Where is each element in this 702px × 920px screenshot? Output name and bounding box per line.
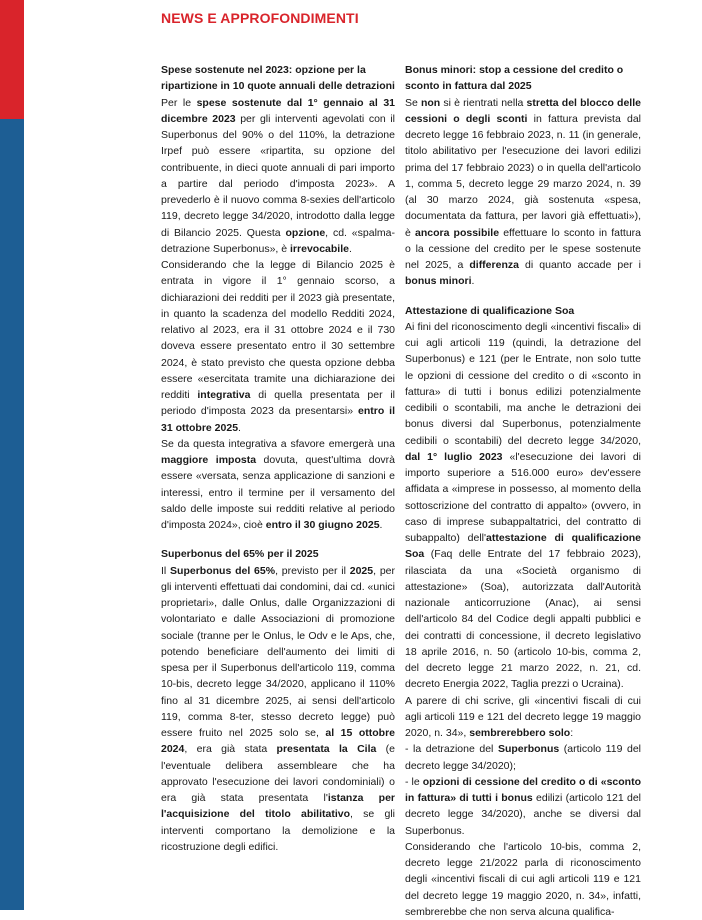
heading-spese-2023: Spese sostenute nel 2023: opzione per la ripartizione in 10 quote annuali delle detrazioni: [161, 64, 395, 93]
text-run: , se gli interventi comportano la demolizione e la ricostruzione degli edifici.: [161, 808, 395, 853]
bold-text: entro il 31 ottobre 2025: [161, 405, 395, 434]
bold-text: sembrerebbero solo: [469, 727, 571, 739]
text-run: , previsto per il: [275, 564, 350, 577]
text-run: , cd. «spalma-detrazione Superbonus», è: [161, 226, 395, 255]
paragraph: [405, 319, 641, 693]
bold-text: 2025: [349, 564, 374, 577]
text-run: Il: [161, 564, 171, 577]
paragraph: [405, 839, 641, 920]
bold-text: dal 1° luglio 2023: [405, 450, 503, 463]
paragraph: [405, 95, 641, 290]
text-run: .: [471, 275, 475, 288]
text-run: Considerando che l'articolo 10-bis, comma 2, decreto legge 21/2022 parla di riconoscimento degli «incentivi fiscali di cui agli articoli 119 e 121 del decreto legge 19 maggio 2020, n. 34», infatti, sembrerebbe che non serva alcuna qualifica-: [405, 840, 641, 918]
article-column-left: [161, 62, 395, 855]
paragraph: [161, 436, 395, 534]
bold-text: integrativa: [197, 389, 251, 401]
heading-attestazione-soa: Attestazione di qualificazione Soa: [405, 304, 575, 317]
bold-text: presentata la Cila: [276, 743, 377, 756]
text-run: (Faq delle Entrate del 17 febbraio 2023), rilasciata da una «Società organismo di attestazione» (Soa), autorizzata dall'Autorità nazionale anticorruzione (Anac), ai sensi dell'articolo 84 del Codice degli appalti pubblici e dei contratti di concessione, il decreto legislativo 18 aprile 2016, n. 50 (articolo 10-bis, comma 2, del decreto legge 21 marzo 2022, n. 21, cd. decreto Energia 2022, Taglia prezzi o Ucraina).: [405, 548, 641, 691]
bold-text: Superbonus del 65%: [170, 564, 276, 577]
paragraph: [405, 741, 641, 774]
bold-text: ancora possibile: [414, 226, 500, 239]
paragraph: [161, 257, 395, 436]
text-run: di quella presentata per il periodo d'imposta 2023 da presentarsi»: [161, 389, 395, 418]
section-header: NEWS E APPROFONDIMENTI: [161, 10, 359, 26]
text-run: «l'esecuzione dei lavori di importo superiore a 516.000 euro» dev'essere affidata a «imprese in possesso, al momento della sottoscrizione del contratto di appalto» (ovvero, in caso di imprese subappaltatrici, del contratto di subappalto) dell': [405, 450, 641, 544]
text-run: Se da questa integrativa a sfavore emergerà una: [161, 437, 395, 450]
text-run: , era già stata: [184, 743, 277, 756]
side-accent-blue: [0, 119, 24, 910]
text-run: - la detrazione del: [405, 743, 498, 756]
paragraph: [161, 95, 395, 258]
text-run: :: [570, 727, 574, 739]
bold-text: stretta del blocco delle cessioni o degli sconti: [405, 96, 641, 125]
text-run: Considerando che la legge di Bilancio 2025 è entrata in vigore il 1° gennaio scorso, a dichiarazioni dei redditi per il 2023 già presentate, in quanto la scadenza del modello Redditi 2024, relativo al 2023, era il 31 ottobre 2024 e il 730 doveva essere presentato entro il 30 settembre 2024, è stato previsto che questa opzione debba essere «esercitata tramite una dichiarazione dei redditi: [161, 259, 395, 401]
article-column-right: [405, 62, 641, 920]
bold-text: entro il 30 giugno 2025: [265, 519, 380, 531]
bold-text: bonus minori: [405, 275, 472, 288]
text-run: (articolo 119 del decreto legge 34/2020);: [405, 743, 641, 772]
text-run: A parere di chi scrive, gli «incentivi fiscali di cui agli articoli 119 e 121 del decreto legge 19 maggio 2020, n. 34»,: [405, 694, 641, 739]
text-run: Per le: [161, 96, 197, 109]
text-run: - le: [405, 775, 423, 788]
heading-bonus-minori: Bonus minori: stop a cessione del credito o sconto in fattura dal 2025: [405, 64, 624, 93]
text-run: per gli interventi agevolati con il Superbonus del 90% o del 110%, la detrazione Irpef può essere «ripartita, su opzione del contribuente, in dieci quote annuali di pari importo a partire dal periodo d'imposta 2023». A prevederlo è il nuovo comma 8-sexies dell'articolo 119, decreto legge 34/2020, introdotto dalla legge di Bilancio 2025. Questa: [161, 112, 395, 239]
bold-text: al 15 ottobre 2024: [161, 727, 395, 756]
text-run: (e l'eventuale delibera assembleare che ha approvato l'esecuzione dei lavori condominiali) o era già stata presentata l': [161, 743, 395, 804]
bold-text: non: [420, 96, 441, 109]
bold-text: istanza per l'acquisizione del titolo abilitativo: [161, 792, 395, 821]
text-run: effettuare lo sconto in fattura o la cessione del credito per le spese sostenute nel 2025, a: [405, 226, 641, 271]
paragraph: [405, 693, 641, 742]
bold-text: maggiore imposta: [161, 454, 257, 466]
text-run: Ai fini del riconoscimento degli «incentivi fiscali» di cui agli articoli 119 (quindi, la detrazione del Superbonus) e 121 (per le Entrate, non solo tutte le opzioni di cessione del credito o di «sconto in fattura» di tutti i bonus edilizi potenzialmente cedibili o scontabili, ma anche le detrazioni dei bonus diversi dal Superbonus, potenzialmente cedibili o scontabili) del decreto legge 34/2020,: [405, 320, 641, 447]
text-run: .: [238, 421, 241, 434]
text-run: si è rientrati nella: [440, 96, 527, 109]
text-run: in fattura prevista dal decreto legge 16 febbraio 2023, n. 11 (in generale, titolo abilitativo per l'esecuzione dei lavori edilizi prima del 17 febbraio 2023) o in quella dell'articolo 1, comma 5, decreto legge 29 marzo 2024, n. 39 (al 30 marzo 2024, già sostenuta «spesa, documentata da fattura, per lavori già effettuati»), è: [405, 112, 641, 239]
text-run: edilizi (articolo 121 del decreto legge 34/2020), anche se diversi dal Superbonus.: [405, 792, 641, 837]
text-run: Se: [405, 96, 421, 109]
text-run: .: [348, 242, 352, 255]
text-run: dovuta, quest'ultima dovrà essere «versata, senza applicazione di sanzioni e interessi, entro il termine per il versamento del saldo delle imposte sui redditi relative al periodo d'imposta 2024», cioè: [161, 454, 395, 531]
bold-text: opzione: [285, 226, 326, 239]
bold-text: spese sostenute dal 1° gennaio al 31 dicembre 2023: [161, 96, 395, 125]
side-accent-red: [0, 0, 24, 119]
bold-text: Superbonus: [497, 743, 560, 756]
text-run: di quanto accade per i: [518, 259, 641, 271]
bold-text: opzioni di cessione del credito o di «sconto in fattura» di tutti i bonus: [405, 775, 641, 804]
paragraph: [405, 774, 641, 839]
text-run: , per gli interventi effettuati dai condomini, dai cd. «unici proprietari», dalle Onlus, dalle Organizzazioni di volontariato e dalle Associazioni di promozione sociale (tranne per le Onlus, le Odv e le Aps, che, potendo beneficiare dell'aumento dei limiti di spesa per il Superbonus dell'articolo 119, comma 10-bis, decreto legge 34/2020, applicano il 110% fino al 31 dicembre 2025, ai sensi dell'articolo 119, comma 8-ter, stesso decreto legge) può essere fruito nel 2025 solo se,: [161, 564, 395, 739]
bold-text: irrevocabile: [290, 242, 349, 255]
paragraph: [161, 563, 395, 856]
bold-text: attestazione di qualificazione Soa: [405, 532, 641, 561]
bold-text: differenza: [469, 259, 519, 271]
heading-superbonus-65: Superbonus del 65% per il 2025: [161, 548, 319, 561]
text-run: .: [379, 519, 383, 531]
